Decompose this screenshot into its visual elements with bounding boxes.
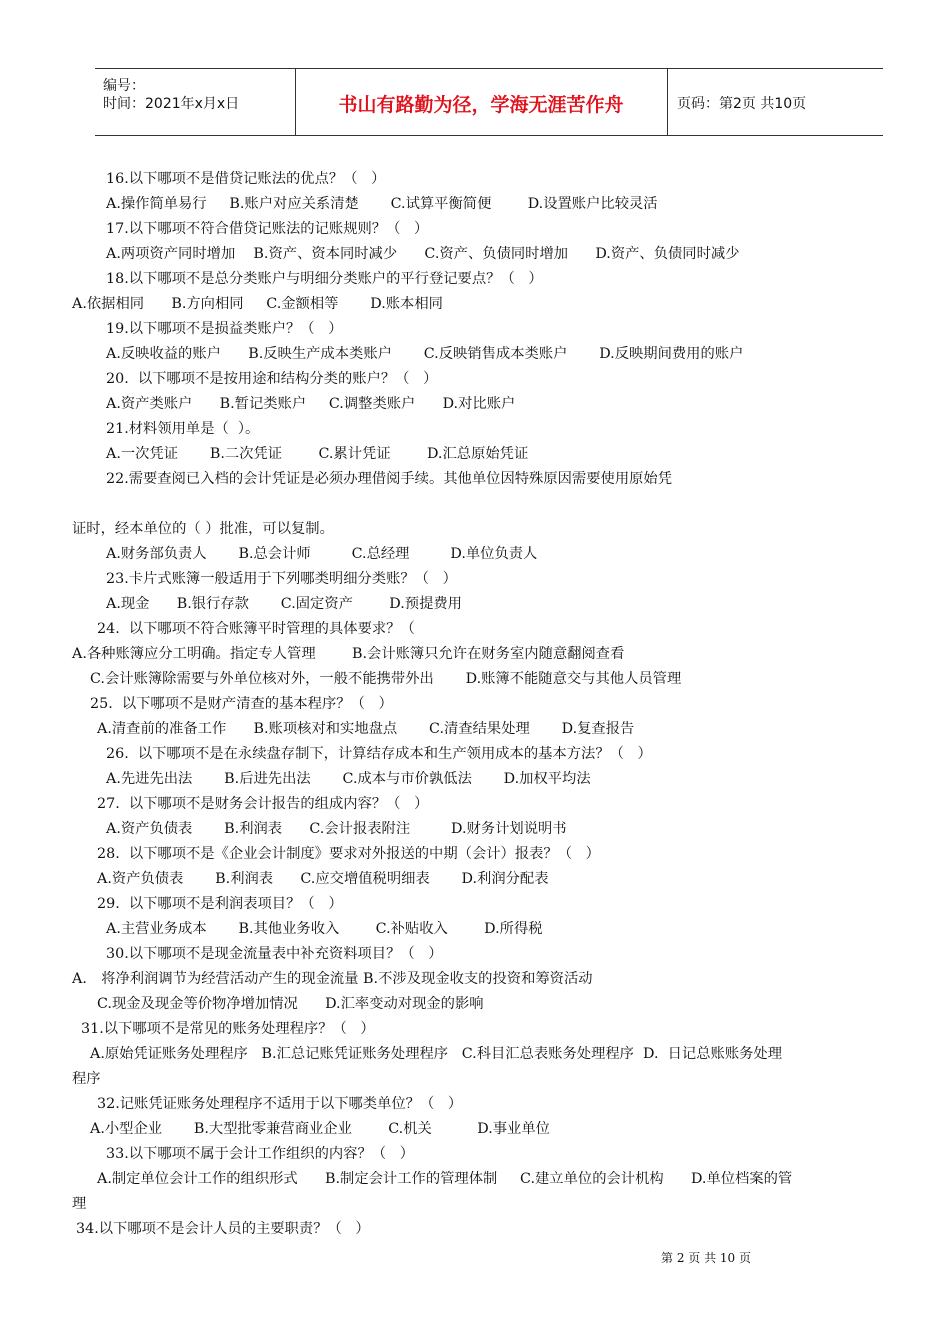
options-line: A． 将净利润调节为经营活动产生的现金流量 B.不涉及现金收支的投资和筹资活动 (72, 971, 593, 987)
header-motto-cell (295, 69, 668, 135)
options-line: C.现金及现金等价物净增加情况 D.汇率变动对现金的影响 (97, 996, 484, 1012)
question-line-continued: 证时，经本单位的（ ）批准，可以复制。 (72, 521, 334, 537)
question-line: 22.需要查阅已入档的会计凭证是必须办理借阅手续。其他单位因特殊原因需要使用原始凭 (106, 471, 673, 487)
header-page-cell (667, 69, 883, 135)
options-line: A.主营业务成本 B.其他业务收入 C.补贴收入 D.所得税 (106, 921, 543, 937)
page-footer: 第 2 页 共 10 页 (661, 1251, 751, 1265)
page-number-label: 页码：第2页 共10页 (677, 96, 807, 112)
options-line: A.现金 B.银行存款 C.固定资产 D.预提费用 (106, 596, 462, 612)
options-line: A.操作简单易行 B.账户对应关系清楚 C.试算平衡简便 D.设置账户比较灵活 (106, 196, 658, 212)
question-line: 23.卡片式账簿一般适用于下列哪类明细分类账？（ ） (106, 571, 457, 587)
header-table (95, 68, 883, 136)
question-line: 18.以下哪项不是总分类账户与明细分类账户的平行登记要点？（ ） (106, 271, 543, 287)
question-line: 24. 以下哪项不符合账簿平时管理的具体要求？（ (97, 621, 415, 637)
options-line: A.小型企业 B.大型批零兼营商业企业 C.机关 D.事业单位 (90, 1121, 550, 1137)
options-line: A.两项资产同时增加 B.资产、资本同时减少 C.资产、负债同时增加 D.资产、负债同时减少 (106, 246, 740, 262)
options-line: A.清查前的准备工作 B.账项核对和实地盘点 C.清查结果处理 D.复查报告 (97, 721, 635, 737)
options-line: A.反映收益的账户 B.反映生产成本类账户 C.反映销售成本类账户 D.反映期间费用的账户 (106, 346, 744, 362)
number-label: 编号： (103, 78, 145, 94)
question-line: 26. 以下哪项不是在永续盘存制下，计算结存成本和生产领用成本的基本方法？（ ） (106, 746, 652, 762)
question-line: 19.以下哪项不是损益类账户？（ ） (106, 321, 343, 337)
options-line: A.一次凭证 B.二次凭证 C.累计凭证 D.汇总原始凭证 (106, 446, 529, 462)
options-line: A.先进先出法 B.后进先出法 C.成本与市价孰低法 D.加权平均法 (106, 771, 591, 787)
question-line: 31.以下哪项不是常见的账务处理程序？（ ） (81, 1021, 375, 1037)
time-label: 时间：2021年x月x日 (103, 96, 240, 112)
question-line: 28. 以下哪项不是《企业会计制度》要求对外报送的中期（会计）报表？（ ） (97, 846, 600, 862)
options-line: A.资产负债表 B.利润表 C.会计报表附注 D.财务计划说明书 (106, 821, 567, 837)
question-line: 29. 以下哪项不是利润表项目？（ ） (97, 896, 343, 912)
options-line: A.原始凭证账务处理程序 B.汇总记账凭证账务处理程序 C.科目汇总表账务处理程序 D. 日记总账账务处理 (90, 1046, 783, 1062)
options-line-continued: 程序 (72, 1071, 101, 1087)
question-line: 30.以下哪项不是现金流量表中补充资料项目？（ ） (106, 946, 443, 962)
question-line: 32.记账凭证账务处理程序不适用于以下哪类单位？（ ） (97, 1096, 463, 1112)
question-line: 33.以下哪项不属于会计工作组织的内容？（ ） (106, 1146, 415, 1162)
options-line: A.资产类账户 B.暂记类账户 C.调整类账户 D.对比账户 (106, 396, 516, 412)
options-line: A.依据相同 B.方向相同 C.金额相等 D.账本相同 (72, 296, 443, 312)
options-line: A.制定单位会计工作的组织形式 B.制定会计工作的管理体制 C.建立单位的会计机构 D.单位档案的管 (97, 1171, 793, 1187)
question-line: 17.以下哪项不符合借贷记账法的记账规则？（ ） (106, 221, 429, 237)
options-line: A.各种账簿应分工明确。指定专人管理 B.会计账簿只允许在财务室内随意翻阅查看 (72, 646, 625, 662)
question-line: 34.以下哪项不是会计人员的主要职责？（ ） (76, 1221, 370, 1237)
question-line: 16.以下哪项不是借贷记账法的优点？（ ） (106, 171, 386, 187)
options-line: A.财务部负责人 B.总会计师 C.总经理 D.单位负责人 (106, 546, 538, 562)
options-line: C.会计账簿除需要与外单位核对外，一般不能携带外出 D.账簿不能随意交与其他人员管理 (90, 671, 682, 687)
question-line: 25. 以下哪项不是财产清查的基本程序？（ ） (90, 696, 393, 712)
question-line: 21.材料领用单是（ ）。 (106, 421, 260, 437)
header-info-cell (95, 69, 296, 135)
options-line-continued: 理 (72, 1196, 87, 1212)
question-line: 20. 以下哪项不是按用途和结构分类的账户？（ ） (106, 371, 438, 387)
question-line: 27. 以下哪项不是财务会计报告的组成内容？（ ） (97, 796, 429, 812)
options-line: A.资产负债表 B.利润表 C.应交增值税明细表 D.利润分配表 (97, 871, 549, 887)
motto-text: 书山有路勤为径，学海无涯苦作舟 (338, 94, 624, 116)
